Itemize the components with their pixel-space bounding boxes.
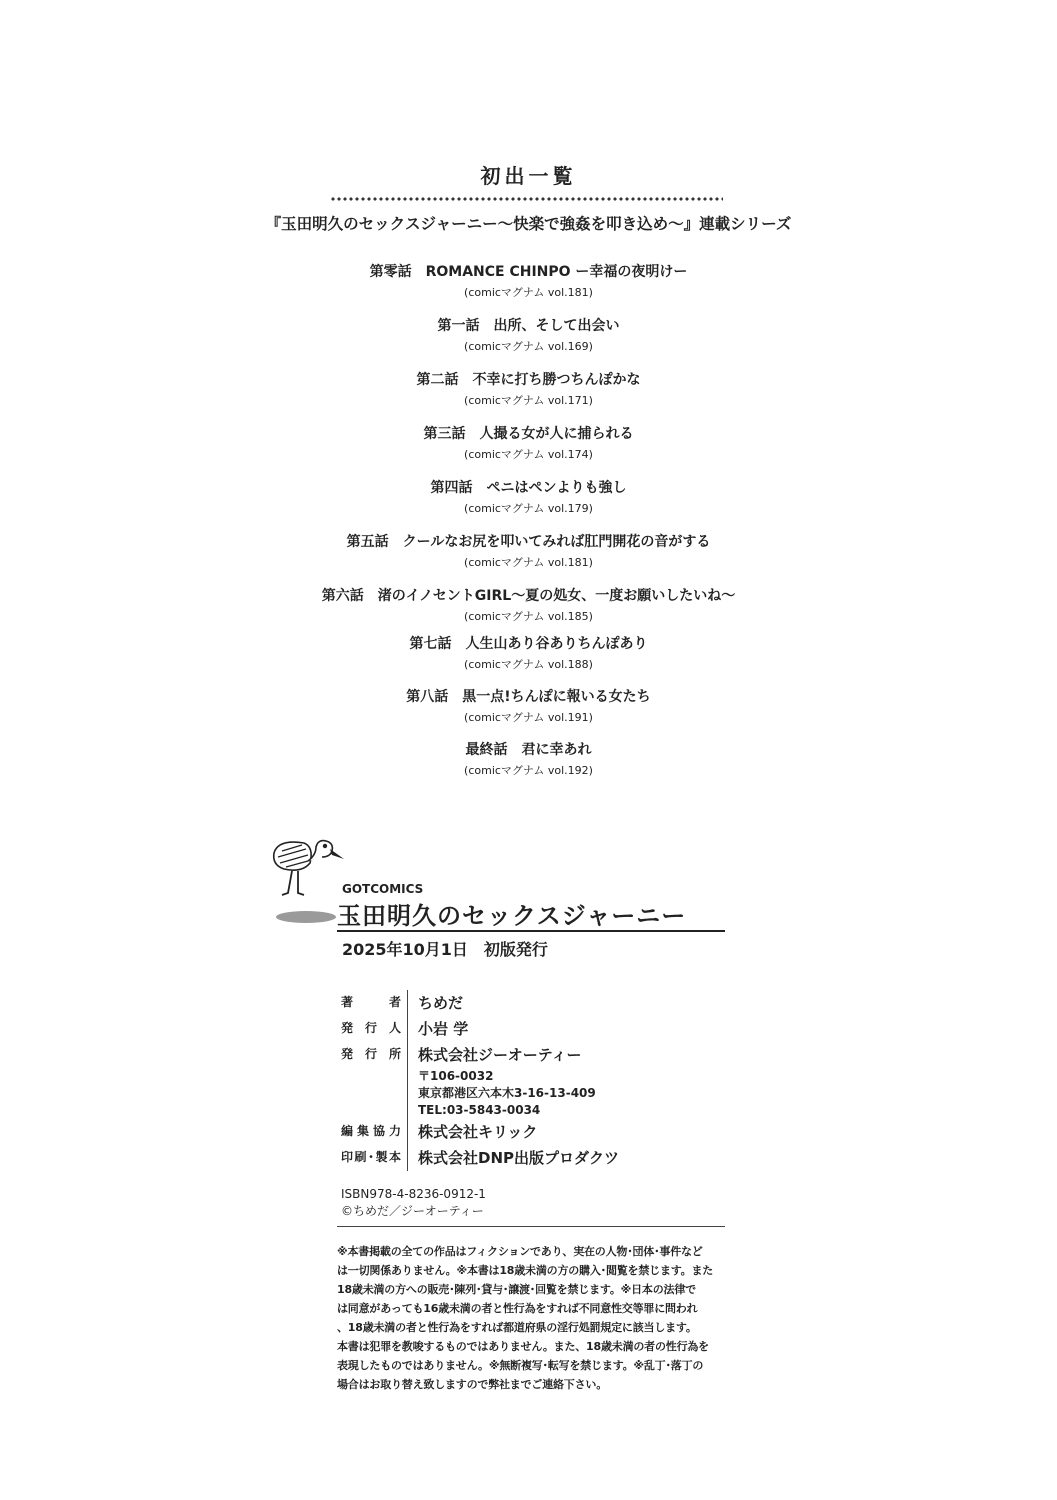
notice-divider [337,1226,725,1227]
publisher-row [341,1042,619,1119]
episode-source: (comicマグナム vol.188) [464,658,593,671]
page-heading: 初出一覧 [480,164,577,188]
episode-entry [0,585,1057,624]
episode-entry [0,739,1057,778]
episode-source: (comicマグナム vol.181) [464,286,593,299]
notice-line: 18歳未満の方への販売･陳列･貸与･譲渡･回覧を禁じます。※日本の法律で [337,1283,696,1296]
episode-source: (comicマグナム vol.179) [464,502,593,515]
author-value: ちめだ [418,994,464,1012]
episode-source: (comicマグナム vol.191) [464,711,593,724]
legal-notice [337,1242,729,1394]
publisher-person-row [341,1016,619,1042]
episode-entry [0,315,1057,354]
episode-title: 最終話 君に幸あれ [465,742,592,758]
episode-title: 第二話 不幸に打ち勝つちんぽかな [416,372,641,388]
editorial-key: 編集協力 [341,1124,401,1138]
episode-title: 第一話 出所、そして出会い [437,318,620,334]
notice-line: 表現したものではありません。※無断複写･転写を禁じます。※乱丁･落丁の [337,1359,704,1372]
episode-entry [0,633,1057,672]
publisher-person-key: 発行人 [341,1021,401,1035]
dotted-divider [330,196,723,202]
series-title: 『玉田明久のセックスジャーニー～快楽で強姦を叩き込め～』連載シリーズ [265,215,792,233]
episode-entry [0,477,1057,516]
publisher-key: 発行所 [341,1047,401,1061]
episode-title: 第零話 ROMANCE CHINPO ー幸福の夜明けー [369,264,688,280]
episode-title: 第八話 黒一点!ちんぽに報いる女たち [406,689,651,705]
episode-source: (comicマグナム vol.169) [464,340,593,353]
title-rule [337,930,725,932]
episode-entry [0,686,1057,725]
publisher-value: 株式会社ジーオーティー [418,1046,582,1064]
publisher-person-value: 小岩 学 [418,1020,469,1038]
episode-entry [0,261,1057,300]
episode-entry [0,369,1057,408]
notice-line: は一切関係ありません。※本書は18歳未満の方の購入･閲覧を禁じます。また [337,1264,714,1277]
address: 東京都港区六本木3-16-13-409 [418,1086,596,1100]
book-title: 玉田明久のセックスジャーニー [337,902,687,930]
notice-line: 本書は犯罪を教唆するものではありません。また、18歳未満の者の性行為を [337,1340,709,1353]
printing-key: 印刷･製本 [341,1150,401,1164]
postal-code: 〒106-0032 [418,1069,494,1083]
episode-source: (comicマグナム vol.185) [464,610,593,623]
editorial-row [341,1119,619,1145]
episode-source: (comicマグナム vol.181) [464,556,593,569]
episode-title: 第三話 人撮る女が人に捕られる [423,426,634,442]
imprint-label: GOTCOMICS [342,882,424,896]
printing-value: 株式会社DNP出版プロダクツ [418,1149,619,1167]
episode-title: 第六話 渚のイノセントGIRL～夏の処女、一度お願いしたいね～ [321,588,736,604]
printing-row [341,1145,619,1171]
episode-title: 第四話 ペニはペンよりも強し [430,480,627,496]
notice-line: は同意があっても16歳未満の者と性行為をすれば不同意性交等罪に問われ [337,1302,698,1315]
isbn: ISBN978-4-8236-0912-1 [341,1187,486,1201]
episode-source: (comicマグナム vol.192) [464,764,593,777]
episode-title: 第五話 クールなお尻を叩いてみれば肛門開花の音がする [346,534,711,550]
publication-date: 2025年10月1日 初版発行 [342,940,548,959]
author-row [341,990,619,1016]
author-key: 著者 [341,995,401,1009]
notice-line: 、18歳未満の者と性行為をすれば都道府県の淫行処罰規定に該当します。 [337,1321,697,1334]
telephone: TEL:03-5843-0034 [418,1103,541,1117]
notice-line: 場合はお取り替え致しますので弊社までご連絡下さい。 [337,1378,607,1391]
episode-entry [0,531,1057,570]
editorial-value: 株式会社キリック [418,1123,538,1141]
notice-line: ※本書掲載の全ての作品はフィクションであり、実在の人物･団体･事件など [337,1245,703,1258]
copyright: ©ちめだ／ジーオーティー [341,1204,484,1218]
episode-entry [0,423,1057,462]
episode-title: 第七話 人生山あり谷ありちんぽあり [409,636,648,652]
episode-source: (comicマグナム vol.174) [464,448,593,461]
episode-source: (comicマグナム vol.171) [464,394,593,407]
colophon-table [341,990,619,1171]
